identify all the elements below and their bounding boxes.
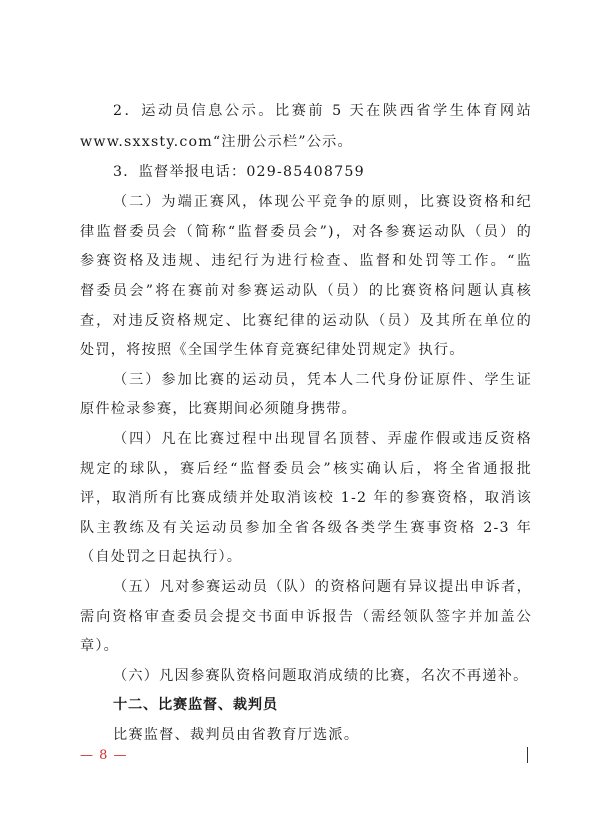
paragraph-line: （五）凡对参赛运动员（队）的资格问题有异议提出申诉者，: [113, 579, 532, 595]
paragraph-line: 参赛资格及违规、违纪行为进行检查、监督和处罚等工作。“监: [80, 253, 532, 269]
paragraph-line: 查，对违反资格规定、比赛纪律的运动队（员）及其所在单位的: [80, 313, 532, 329]
paragraph-line: 3．监督举报电话：029-85408759: [113, 164, 365, 180]
paragraph-line: www.sxxsty.com“注册公示栏”公示。: [80, 134, 353, 150]
paragraph-line: 2．运动员信息公示。比赛前 5 天在陕西省学生体育网站: [113, 103, 532, 119]
page-number: — 8 —: [80, 748, 128, 763]
section-heading: 十二、比赛监督、裁判员: [113, 697, 278, 713]
paragraph-line: 原件检录参赛，比赛期间必须随身携带。: [80, 401, 357, 417]
paragraph-line: 督委员会”将在赛前对参赛运动队（员）的比赛资格问题认真核: [80, 283, 532, 299]
margin-mark: [527, 747, 528, 763]
paragraph-line: 评，取消所有比赛成绩并处取消该校 1-2 年的参赛资格，取消该: [80, 490, 532, 506]
paragraph-line: 处罚，将按照《全国学生体育竞赛纪律处罚规定》执行。: [80, 342, 465, 358]
paragraph-line: （三）参加比赛的运动员，凭本人二代身份证原件、学生证: [113, 372, 532, 388]
paragraph-line: 律监督委员会（简称“监督委员会”)，对各参赛运动队（员）的: [80, 224, 532, 240]
paragraph-line: （四）凡在比赛过程中出现冒名顶替、弄虚作假或违反资格: [113, 431, 532, 447]
paragraph-line: （自处罚之日起执行）。: [80, 549, 243, 565]
paragraph-line: 需向资格审查委员会提交书面申诉报告（需经领队签字并加盖公: [80, 609, 532, 625]
paragraph-line: 规定的球队，赛后经“监督委员会”核实确认后，将全省通报批: [80, 461, 532, 477]
paragraph-line: 章）。: [80, 638, 120, 654]
paragraph-line: （六）凡因参赛队资格问题取消成绩的比赛，名次不再递补。: [113, 668, 529, 684]
paragraph-line: 比赛监督、裁判员由省教育厅选派。: [113, 727, 360, 743]
paragraph-line: （二）为端正赛风，体现公平竞争的原则，比赛设资格和纪: [113, 194, 532, 210]
paragraph-line: 队主教练及有关运动员参加全省各级各类学生赛事资格 2-3 年: [80, 520, 532, 536]
